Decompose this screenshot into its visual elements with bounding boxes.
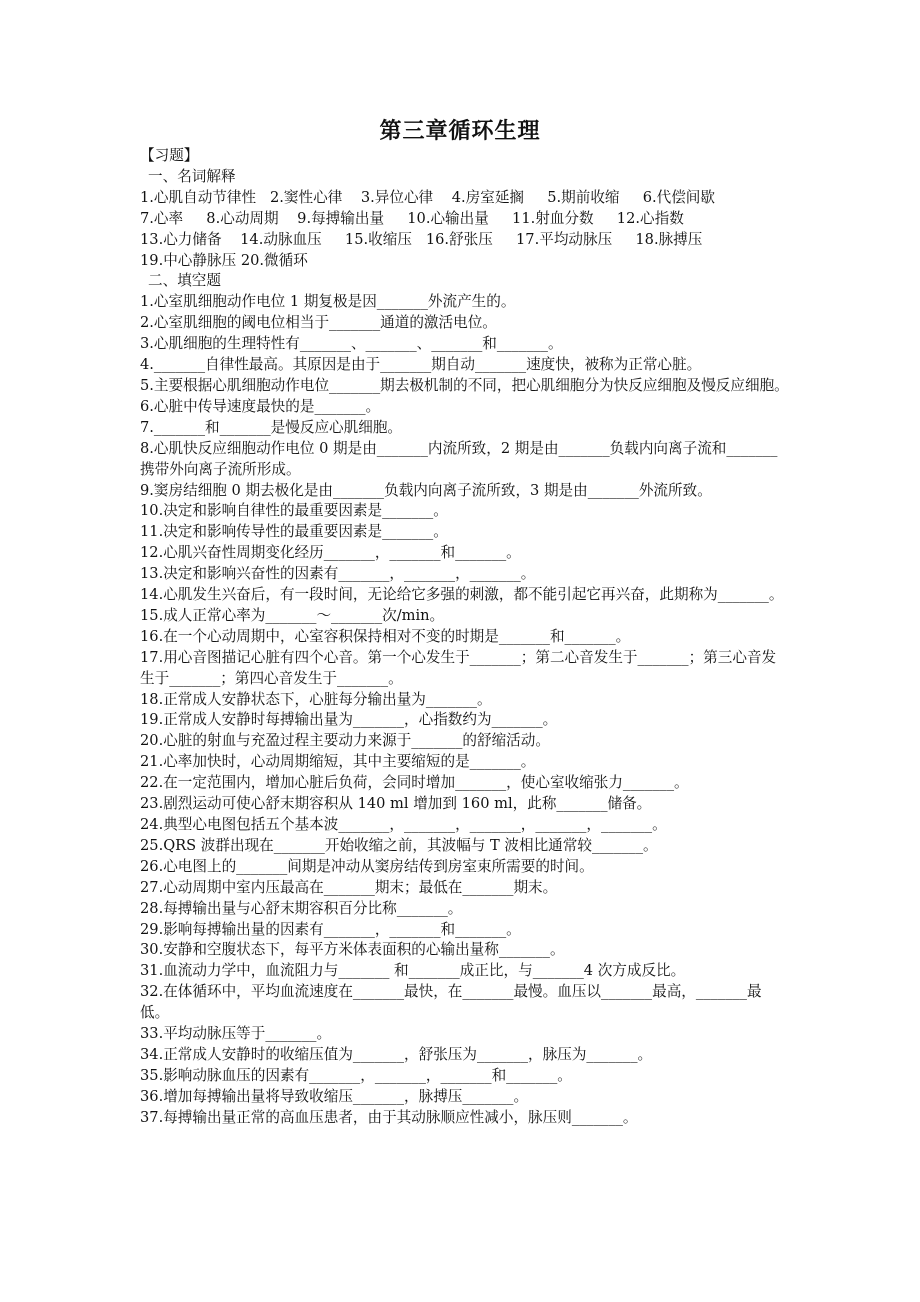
question-item: 25.QRS 波群出现在_______开始收缩之前，其波幅与 T 波相比通常较_______。 <box>140 836 658 854</box>
question-item: 31.血流动力学中，血流阻力与_______ 和_______成正比，与_______4 次方成反比。 <box>140 962 686 980</box>
exercise-header: 【习题】 <box>140 147 199 164</box>
terms-line: 7.心率 8.心动周期 9.每搏输出量 10.心输出量 11.射血分数 12.心指数 <box>140 209 684 227</box>
question-item: 17.用心音图描记心脏有四个心音。第一个心发生于_______；第二心音发生于_______；第三心音发生于_______；第四心音发生于_______。 <box>140 648 777 687</box>
question-item: 18.正常成人安静状态下，心脏每分输出量为_______。 <box>140 690 492 708</box>
question-item: 7._______和_______是慢反应心肌细胞。 <box>140 418 403 436</box>
question-item: 26.心电图上的_______间期是冲动从窦房结传到房室束所需要的时间。 <box>140 857 594 875</box>
question-item: 24.典型心电图包括五个基本波_______，_______，_______，_______，_______。 <box>140 816 667 833</box>
terms-line: 19.中心静脉压 20.微循环 <box>140 251 308 269</box>
question-item: 10.决定和影响自律性的最重要因素是_______。 <box>140 502 448 520</box>
question-item: 29.影响每搏输出量的因素有_______，_______和_______。 <box>140 920 521 938</box>
question-item: 6.心脏中传导速度最快的是_______。 <box>140 397 381 415</box>
question-item: 14.心肌发生兴奋后，有一段时间，无论给它多强的刺激，都不能引起它再兴奋，此期称为_______。 <box>140 586 784 604</box>
question-item: 30.安静和空腹状态下，每平方米体表面积的心输出量称_______。 <box>140 941 565 959</box>
question-item: 33.平均动脉压等于_______。 <box>140 1025 332 1043</box>
question-item: 12.心肌兴奋性周期变化经历_______，_______和_______。 <box>140 544 521 562</box>
question-item: 21.心率加快时，心动周期缩短，其中主要缩短的是_______。 <box>140 753 536 771</box>
question-item: 9.窦房结细胞 0 期去极化是由_______负载内向离子流所致，3 期是由_______外流所致。 <box>140 481 712 499</box>
question-item: 2.心室肌细胞的阈电位相当于_______通道的激活电位。 <box>140 314 497 332</box>
question-item: 16.在一个心动周期中，心室容积保持相对不变的时期是_______和_______。 <box>140 627 631 645</box>
question-item: 3.心肌细胞的生理特性有_______、_______、_______和_______。 <box>140 335 563 353</box>
question-item: 15.成人正常心率为_______～_______次/min。 <box>140 606 445 624</box>
question-item: 34.正常成人安静时的收缩压值为_______，舒张压为_______，脉压为_______。 <box>140 1045 653 1063</box>
question-item: 19.正常成人安静时每搏输出量为_______，心指数约为_______。 <box>140 711 558 729</box>
page-title: 第三章循环生理 <box>379 119 541 144</box>
questions-list <box>140 292 790 1128</box>
question-item: 8.心肌快反应细胞动作电位 0 期是由_______内流所致，2 期是由_______负载内向离子流和_______携带外向离子流所形成。 <box>140 439 778 478</box>
question-item: 28.每搏输出量与心舒末期容积百分比称_______。 <box>140 899 463 917</box>
terms-list <box>140 188 790 272</box>
question-item: 27.心动周期中室内压最高在_______期末；最低在_______期末。 <box>140 878 558 896</box>
question-item: 36.增加每搏输出量将导致收缩压_______，脉搏压_______。 <box>140 1087 529 1105</box>
question-item: 4._______自律性最高。其原因是由于_______期自动_______速度快，被称为正常心脏。 <box>140 356 702 374</box>
question-item: 23.剧烈运动可使心舒末期容积从 140 ml 增加到 160 ml，此称_______储备。 <box>140 795 652 813</box>
terms-line: 1.心肌自动节律性 2.窦性心律 3.异位心律 4.房室延搁 5.期前收缩 6.代偿间歇 <box>140 188 715 206</box>
question-item: 5.主要根据心肌细胞动作电位_______期去极机制的不同，把心肌细胞分为快反应细胞及慢反应细胞。 <box>140 376 789 394</box>
question-item: 20.心脏的射血与充盈过程主要动力来源于_______的舒缩活动。 <box>140 732 550 750</box>
question-item: 11.决定和影响传导性的最重要因素是_______。 <box>140 523 448 541</box>
question-item: 13.决定和影响兴奋性的因素有_______，_______，_______。 <box>140 565 536 583</box>
question-item: 35.影响动脉血压的因素有_______，_______，_______和_______。 <box>140 1066 572 1084</box>
document-body <box>140 146 790 1129</box>
section-heading-fill-blanks: 二、填空题 <box>148 272 221 290</box>
question-item: 1.心室肌细胞动作电位 1 期复极是因_______外流产生的。 <box>140 293 516 311</box>
question-item: 32.在体循环中，平均血流速度在_______最快，在_______最慢。血压以_______最高，_______最低。 <box>140 983 762 1022</box>
question-item: 22.在一定范围内，增加心脏后负荷，会同时增加_______，使心室收缩张力_______。 <box>140 774 689 792</box>
section-heading-terms: 一、名词解释 <box>148 167 236 185</box>
terms-line: 13.心力储备 14.动脉血压 15.收缩压 16.舒张压 17.平均动脉压 18.脉搏压 <box>140 230 703 248</box>
question-item: 37.每搏输出量正常的高血压患者，由于其动脉顺应性减小，脉压则_______。 <box>140 1108 638 1126</box>
